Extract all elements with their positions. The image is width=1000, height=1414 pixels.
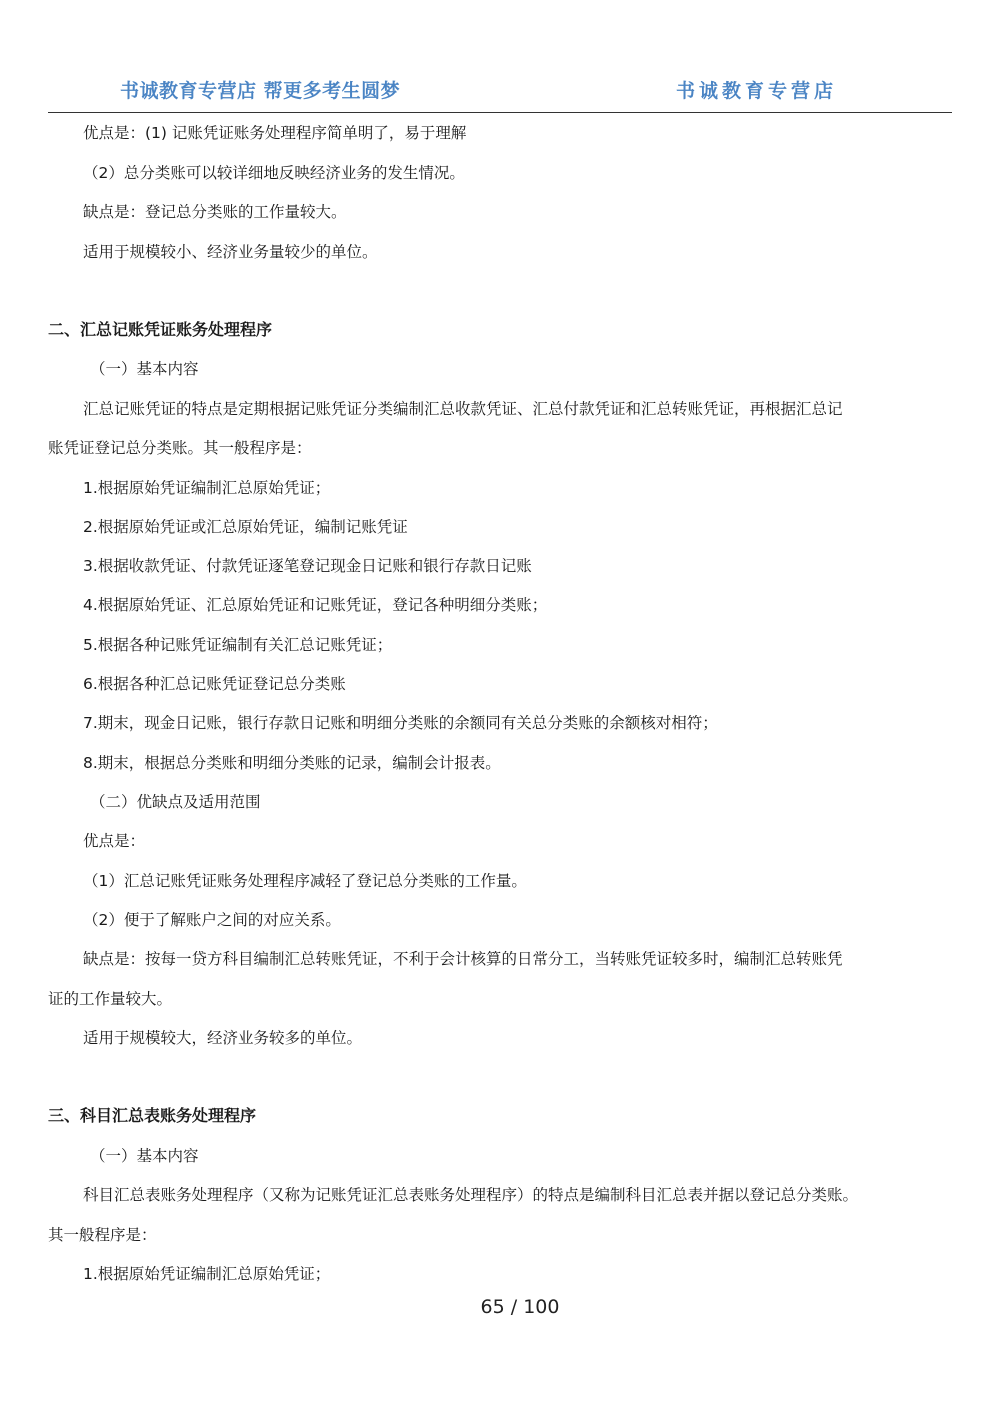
subsection-heading: （二）优缺点及适用范围 [90, 793, 261, 811]
paragraph-line: 适用于规模较大，经济业务较多的单位。 [83, 1029, 363, 1047]
list-item: （2）便于了解账户之间的对应关系。 [83, 911, 341, 929]
subsection-heading: （一）基本内容 [90, 1147, 199, 1165]
paragraph-line: 汇总记账凭证的特点是定期根据记账凭证分类编制汇总收款凭证、汇总付款凭证和汇总转账凭证，再根据汇总记 [83, 400, 843, 418]
paragraph-line: 账凭证登记总分类账。其一般程序是： [48, 439, 312, 457]
list-item: 4.根据原始凭证、汇总原始凭证和记账凭证，登记各种明细分类账； [83, 596, 548, 614]
list-item: 1.根据原始凭证编制汇总原始凭证； [83, 1265, 331, 1283]
section-heading: 二、汇总记账凭证账务处理程序 [48, 320, 273, 339]
list-item: 3.根据收款凭证、付款凭证逐笔登记现金日记账和银行存款日记账 [83, 557, 532, 575]
list-item: （1）汇总记账凭证账务处理程序减轻了登记总分类账的工作量。 [83, 872, 527, 890]
section-heading: 三、科目汇总表账务处理程序 [48, 1106, 257, 1125]
list-item: 8.期末，根据总分类账和明细分类账的记录，编制会计报表。 [83, 754, 501, 772]
list-item: 5.根据各种记账凭证编制有关汇总记账凭证； [83, 636, 393, 654]
list-item: 1.根据原始凭证编制汇总原始凭证； [83, 479, 331, 497]
paragraph-line: 优点是： [83, 832, 146, 850]
paragraph-line: 其一般程序是： [48, 1226, 157, 1244]
paragraph-line: 适用于规模较小、经济业务量较少的单位。 [83, 243, 378, 261]
header-left-text: 书诚教育专营店 帮更多考生圆梦 [120, 80, 401, 102]
page-header [48, 70, 952, 110]
page-number: 65 / 100 [480, 1296, 560, 1318]
paragraph-line: 优点是：(1) 记账凭证账务处理程序简单明了，易于理解 [83, 124, 467, 142]
paragraph-line: 缺点是：按每一贷方科目编制汇总转账凭证，不利于会计核算的日常分工，当转账凭证较多时，编制汇总转账凭 [83, 950, 843, 968]
paragraph-line: 缺点是：登记总分类账的工作量较大。 [83, 203, 347, 221]
list-item: 7.期末，现金日记账，银行存款日记账和明细分类账的余额同有关总分类账的余额核对相符； [83, 714, 718, 732]
header-right-text: 书诚教育专营店 [676, 80, 838, 102]
paragraph-line: 证的工作量较大。 [48, 990, 173, 1008]
paragraph-line: 科目汇总表账务处理程序（又称为记账凭证汇总表账务处理程序）的特点是编制科目汇总表并据以登记总分类账。 [83, 1186, 859, 1204]
list-item: 6.根据各种汇总记账凭证登记总分类账 [83, 675, 346, 693]
subsection-heading: （一）基本内容 [90, 360, 199, 378]
list-item: 2.根据原始凭证或汇总原始凭证，编制记账凭证 [83, 518, 408, 536]
header-divider [48, 112, 952, 113]
paragraph-line: （2）总分类账可以较详细地反映经济业务的发生情况。 [83, 164, 465, 182]
